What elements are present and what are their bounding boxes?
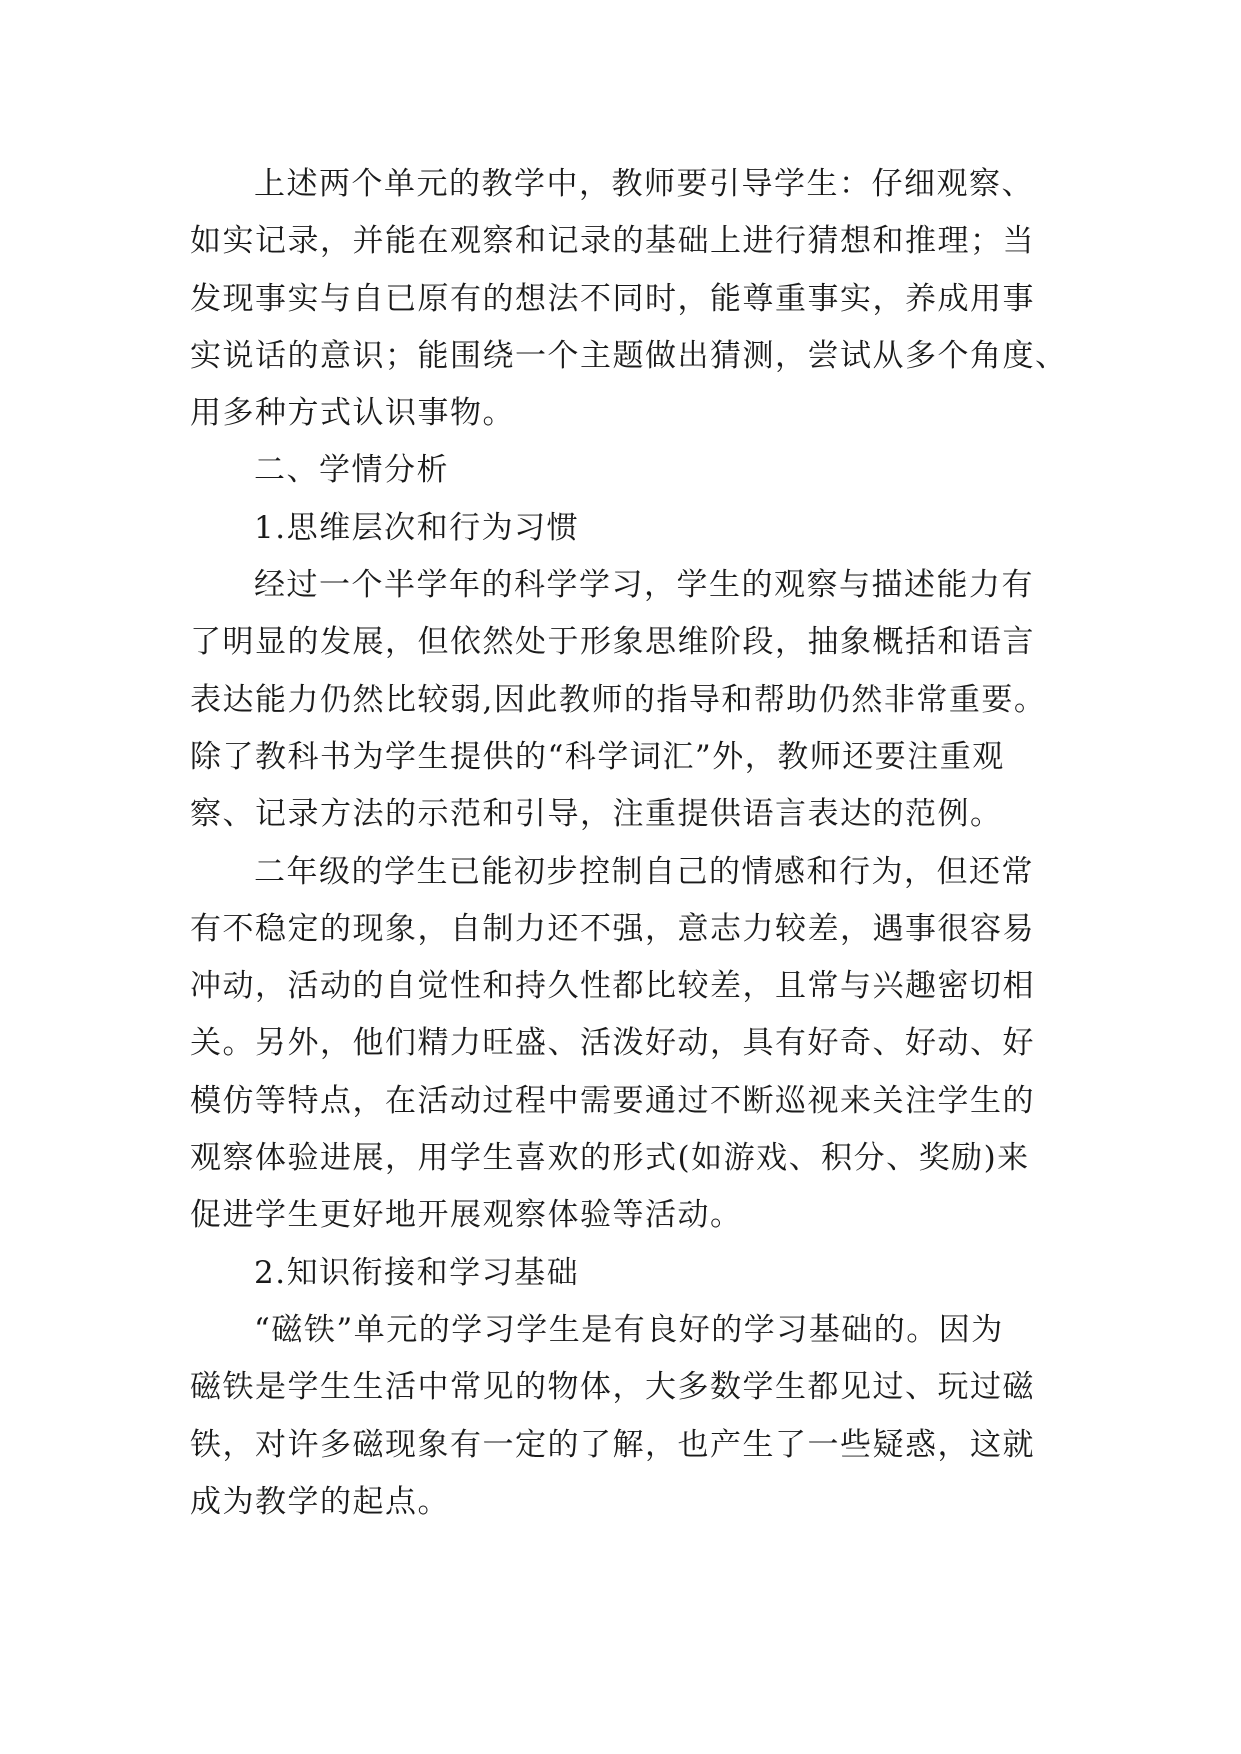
paragraph-line: 实说话的意识；能围绕一个主题做出猜测，尝试从多个角度、 xyxy=(190,337,1068,374)
paragraph-line: 如实记录，并能在观察和记录的基础上进行猜想和推理；当 xyxy=(190,223,1035,260)
paragraph-line: 磁铁是学生生活中常见的物体，大多数学生都见过、玩过磁 xyxy=(190,1369,1035,1406)
paragraph-line: 了明显的发展，但依然处于形象思维阶段，抽象概括和语言 xyxy=(190,624,1035,661)
paragraph-line: 观察体验进展，用学生喜欢的形式(如游戏、积分、奖励)来 xyxy=(190,1140,1030,1177)
paragraph-line: 冲动，活动的自觉性和持久性都比较差，且常与兴趣密切相 xyxy=(190,968,1035,1005)
paragraph-line: “磁铁”单元的学习学生是有良好的学习基础的。因为 xyxy=(254,1311,1004,1348)
paragraph-line: 关。另外，他们精力旺盛、活泼好动，具有好奇、好动、好 xyxy=(190,1025,1035,1062)
paragraph-line: 用多种方式认识事物。 xyxy=(190,395,515,432)
paragraph-line: 促进学生更好地开展观察体验等活动。 xyxy=(190,1197,743,1234)
paragraph-line: 成为教学的起点。 xyxy=(190,1483,450,1520)
document-body xyxy=(190,156,1070,1531)
subsection-heading: 2.知识衔接和学习基础 xyxy=(254,1254,580,1291)
paragraph-line: 经过一个半学年的科学学习，学生的观察与描述能力有 xyxy=(254,567,1034,604)
paragraph-line: 铁，对许多磁现象有一定的了解，也产生了一些疑惑，这就 xyxy=(190,1426,1035,1463)
paragraph-line: 表达能力仍然比较弱,因此教师的指导和帮助仍然非常重要。 xyxy=(190,681,1047,718)
subsection-heading: 1.思维层次和行为习惯 xyxy=(254,509,580,546)
paragraph-line: 模仿等特点，在活动过程中需要通过不断巡视来关注学生的 xyxy=(190,1082,1035,1119)
paragraph-line: 有不稳定的现象，自制力还不强，意志力较差，遇事很容易 xyxy=(190,910,1035,947)
paragraph-line: 察、记录方法的示范和引导，注重提供语言表达的范例。 xyxy=(190,796,1003,833)
paragraph-line: 发现事实与自已原有的想法不同时，能尊重事实，养成用事 xyxy=(190,280,1035,317)
section-heading: 二、学情分析 xyxy=(254,452,449,489)
paragraph-line: 上述两个单元的教学中，教师要引导学生：仔细观察、 xyxy=(254,166,1034,202)
paragraph-line: 二年级的学生已能初步控制自己的情感和行为，但还常 xyxy=(254,853,1034,890)
paragraph-line: 除了教科书为学生提供的“科学词汇”外，教师还要注重观 xyxy=(190,738,1005,775)
